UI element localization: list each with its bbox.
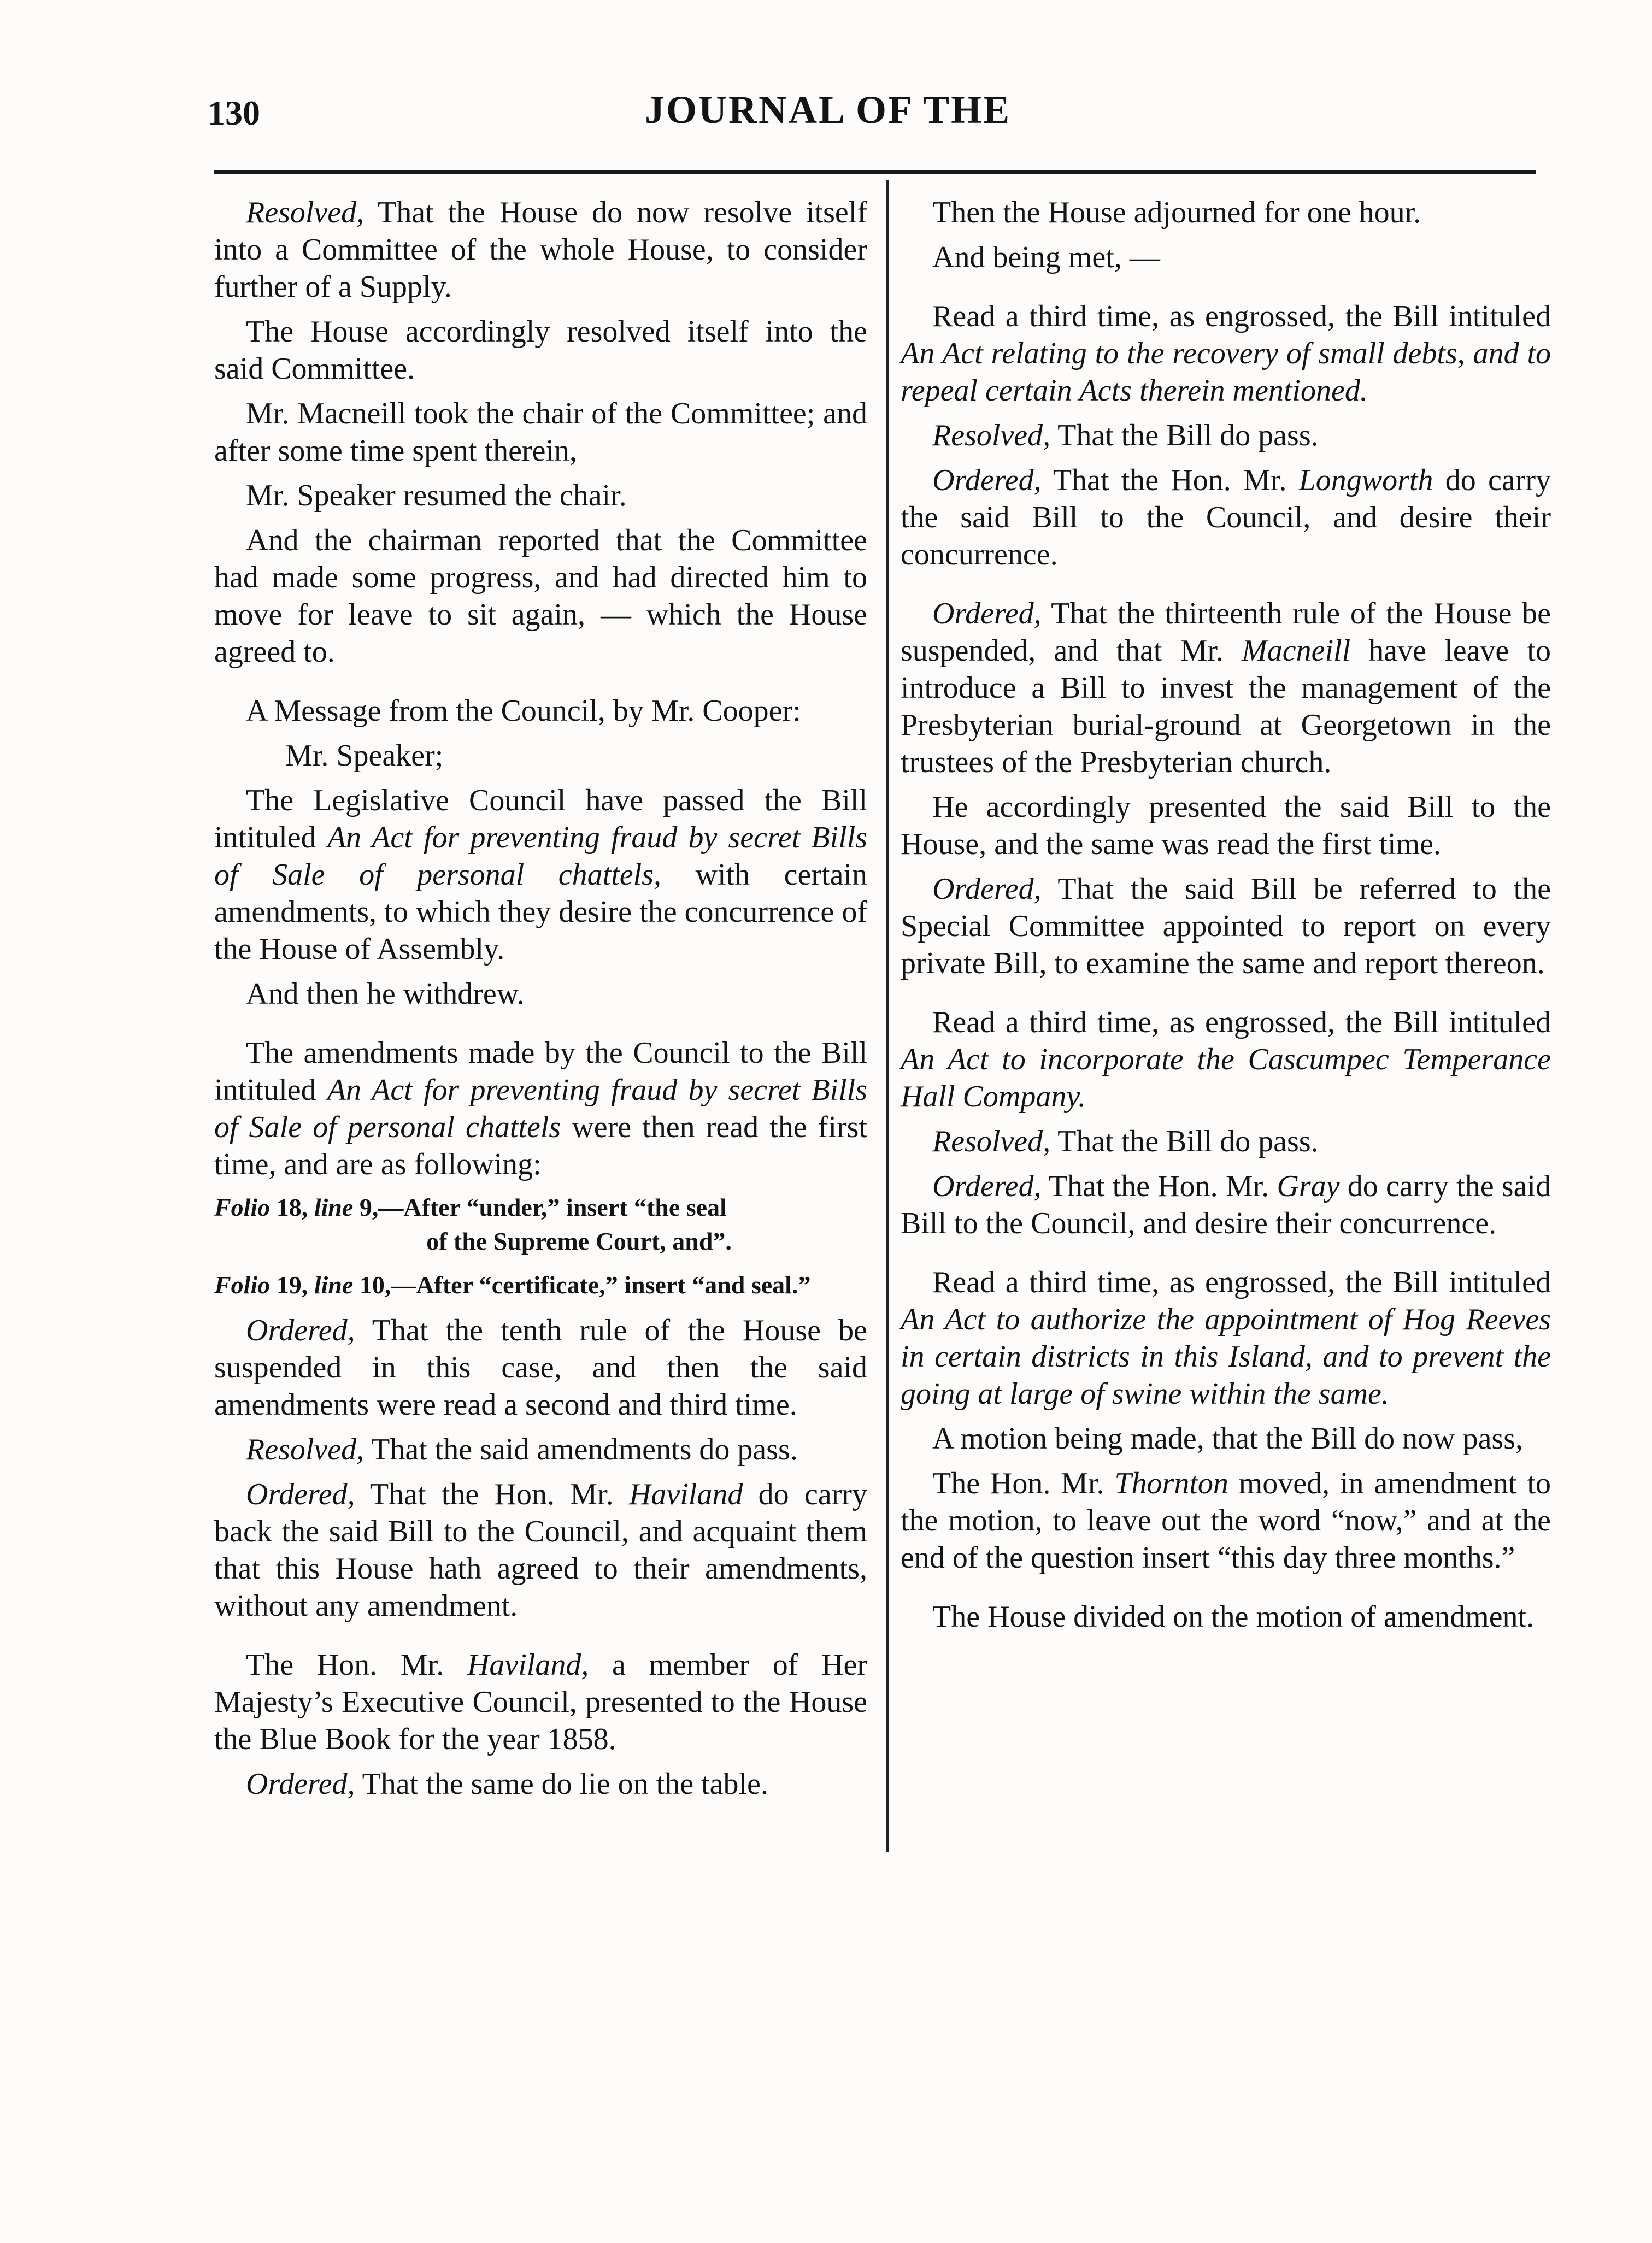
ordered-lead: Ordered, — [932, 597, 1042, 631]
ordered-lead: Ordered, — [246, 1477, 355, 1511]
paragraph-text: with certain amendments, to which they desire the concurrence of the House of Assembly. — [214, 858, 868, 966]
paragraph — [214, 1476, 867, 1624]
paragraph — [214, 1312, 867, 1423]
paragraph: And being met, — — [932, 240, 1160, 274]
paragraph-text: do carry back the said Bill to the Council, and acquaint them that this House hath agreed to their amendments, without any amendment. — [214, 1477, 867, 1623]
line-label: line — [314, 1271, 354, 1299]
salutation: Mr. Speaker; — [285, 739, 444, 773]
paragraph: Mr. Macneill took the chair of the Committee; and after some time spent therein, — [214, 397, 867, 468]
paragraph — [901, 1004, 1551, 1115]
bill-title: An Act for preventing fraud by secret Bills of Sale of personal chattels — [214, 1073, 867, 1144]
paragraph-text: That the Hon. Mr. — [1041, 463, 1299, 497]
paragraph-text: That the Bill do pass. — [1050, 1125, 1319, 1158]
paragraph-text: That the said Bill be referred to the Special Committee appointed to report on every private Bill, to examine the same and report thereon. — [901, 872, 1551, 980]
member-name: Thornton — [1114, 1467, 1228, 1500]
ordered-lead: Ordered, — [246, 1314, 355, 1347]
paragraph: Mr. Speaker resumed the chair. — [246, 479, 627, 513]
folio-label: Folio — [214, 1193, 271, 1221]
paragraph-text: moved, in amendment to the motion, to leave out the word “now,” and at the end of the question insert “this day three months.” — [901, 1467, 1551, 1575]
ordered-lead: Ordered, — [932, 1169, 1042, 1203]
folio-amendment — [214, 1268, 867, 1302]
resolved-lead: Resolved, — [932, 1125, 1051, 1158]
paragraph — [901, 298, 1551, 409]
paragraph — [214, 1646, 867, 1758]
paragraph — [901, 870, 1551, 982]
member-name: Haviland, — [467, 1648, 589, 1682]
paragraph: The House divided on the motion of amendment. — [932, 1600, 1535, 1634]
resolved-lead: Resolved, — [246, 196, 365, 229]
paragraph — [901, 1168, 1551, 1242]
bill-title: An Act to incorporate the Cascumpec Temperance Hall Company. — [901, 1043, 1551, 1114]
resolved-lead: Resolved, — [932, 419, 1051, 452]
right-column — [901, 194, 1551, 1643]
paragraph-text: Read a third time, as engrossed, the Bill intituled — [932, 1265, 1551, 1299]
paragraph-text: The Hon. Mr. — [246, 1648, 467, 1682]
member-name: Gray — [1277, 1169, 1340, 1203]
paragraph-text: The amendments made by the Council to the Bill intituled — [214, 1036, 867, 1107]
paragraph-text: have leave to introduce a Bill to invest the management of the Presbyterian burial-ground at Georgetown in the trustees of the Presbyterian church. — [901, 634, 1551, 779]
paragraph: Then the House adjourned for one hour. — [932, 196, 1421, 229]
header-rule — [214, 170, 1536, 174]
page-number: 130 — [208, 93, 260, 132]
paragraph — [214, 1765, 867, 1803]
paragraph — [901, 1264, 1551, 1412]
column-divider — [886, 180, 889, 1852]
page-header — [208, 82, 1552, 148]
bill-title: An Act for preventing fraud by secret Bills of Sale of personal chattels, — [214, 821, 867, 892]
paragraph-text: That the same do lie on the table. — [355, 1767, 768, 1801]
line-label: line — [314, 1193, 354, 1221]
paragraph: And then he withdrew. — [246, 977, 525, 1011]
folio-number: 19, — [270, 1271, 314, 1299]
member-name: Haviland — [628, 1477, 743, 1511]
paragraph — [214, 1034, 867, 1183]
paragraph-text: Read a third time, as engrossed, the Bill intituled — [932, 1005, 1551, 1039]
paragraph — [214, 782, 867, 968]
paragraph-text: That the tenth rule of the House be suspended in this case, and then the said amendments were read a second and third time. — [214, 1314, 867, 1422]
paragraph-text: That the House do now resolve itself into a Committee of the whole House, to consider further of a Supply. — [214, 196, 867, 304]
paragraph — [214, 1431, 867, 1468]
paragraph-text: do carry the said Bill to the Council, and desire their concurrence. — [901, 463, 1551, 572]
paragraph-text: That the Hon. Mr. — [1041, 1169, 1277, 1203]
paragraph-text: That the said amendments do pass. — [364, 1433, 798, 1467]
paragraph-text: do carry the said Bill to the Council, and desire their concurrence. — [901, 1169, 1551, 1240]
running-title: JOURNAL OF THE — [645, 88, 1012, 132]
paragraph: And the chairman reported that the Committee had made some progress, and had directed him to move for leave to sit again, — which the House agreed to. — [214, 523, 867, 669]
paragraph — [901, 462, 1551, 573]
paragraph-text: That the Hon. Mr. — [355, 1477, 629, 1511]
paragraph-text: a member of Her Majesty’s Executive Council, presented to the House the Blue Book for the year 1858. — [214, 1648, 867, 1756]
paragraph-text: That the thirteenth rule of the House be suspended, and that Mr. — [901, 597, 1551, 668]
folio-amendment — [214, 1191, 867, 1258]
paragraph — [901, 595, 1551, 781]
paragraph: The House accordingly resolved itself into the said Committee. — [214, 315, 867, 386]
folio-text: 10,—After “certificate,” insert “and seal.” — [353, 1271, 811, 1299]
paragraph: A Message from the Council, by Mr. Cooper: — [246, 694, 801, 728]
paragraph-text: That the Bill do pass. — [1050, 419, 1319, 452]
folio-label: Folio — [214, 1271, 271, 1299]
paragraph — [901, 1465, 1551, 1576]
folio-text-continued: of the Supreme Court, and”. — [426, 1227, 732, 1255]
paragraph-text: Read a third time, as engrossed, the Bill intituled — [932, 299, 1551, 333]
paragraph — [214, 194, 867, 305]
member-name: Longworth — [1298, 463, 1433, 497]
member-name: Macneill — [1242, 634, 1351, 668]
paragraph — [901, 1123, 1551, 1160]
left-column — [214, 194, 867, 1810]
paragraph-text: The Hon. Mr. — [932, 1467, 1115, 1500]
ordered-lead: Ordered, — [932, 463, 1042, 497]
folio-number: 18, — [270, 1193, 314, 1221]
paragraph-text: were then read the first time, and are as following: — [214, 1110, 867, 1181]
paragraph-text: The Legislative Council have passed the Bill intituled — [214, 784, 867, 855]
ordered-lead: Ordered, — [932, 872, 1042, 906]
ordered-lead: Ordered, — [246, 1767, 355, 1801]
folio-text: 9,—After “under,” insert “the seal — [353, 1193, 727, 1221]
bill-title: An Act to authorize the appointment of Hog Reeves in certain districts in this Island, and to prevent the going at large of swine within the same. — [901, 1303, 1551, 1411]
paragraph: A motion being made, that the Bill do now pass, — [932, 1422, 1524, 1456]
bill-title: An Act relating to the recovery of small debts, and to repeal certain Acts therein mentioned. — [901, 337, 1551, 408]
resolved-lead: Resolved, — [246, 1433, 365, 1467]
paragraph — [901, 417, 1551, 454]
paragraph: He accordingly presented the said Bill to the House, and the same was read the first time. — [901, 790, 1551, 861]
